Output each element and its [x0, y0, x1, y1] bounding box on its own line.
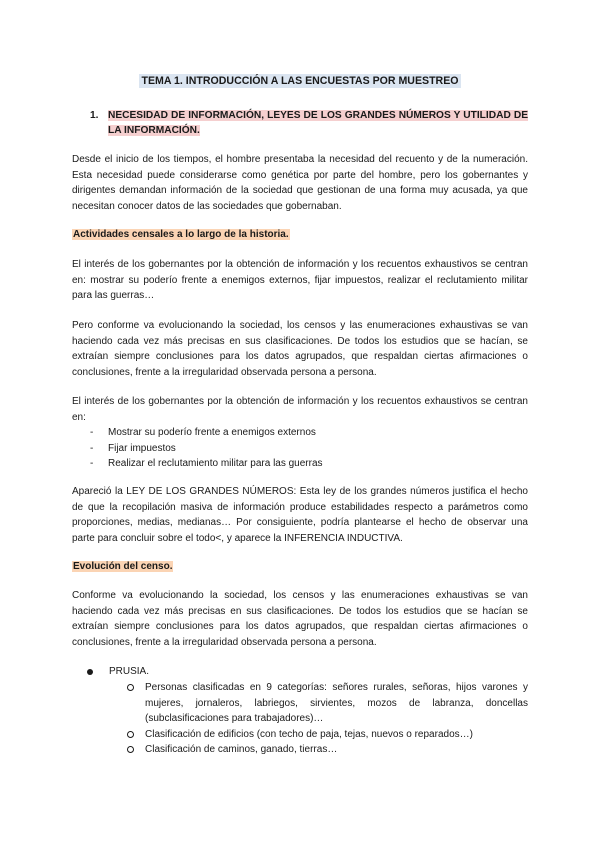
dash-list: [90, 425, 520, 472]
list-item: Clasificación de caminos, ganado, tierras…: [127, 742, 528, 758]
bullet-prusia-label: PRUSIA.: [109, 666, 150, 677]
section-number: 1.: [90, 110, 99, 121]
subheading-actividades-text: Actividades censales a lo largo de la historia.: [73, 229, 289, 240]
paragraph-3: El interés de los gobernantes por la obtención de información y los recuentos exhaustivos se centran en:: [72, 396, 528, 423]
document-title: TEMA 1. INTRODUCCIÓN A LAS ENCUESTAS POR MUESTREO: [141, 75, 459, 87]
title-row: [0, 71, 600, 89]
section-heading-text: NECESIDAD DE INFORMACIÓN, LEYES DE LOS GRANDES NÚMEROS Y UTILIDAD DE LA INFORMACIÓN.: [108, 110, 528, 136]
circle-bullet-icon: [127, 731, 134, 738]
list-item: Clasificación de edificios (con techo de paja, tejas, nuevos o reparados…): [127, 727, 528, 743]
paragraph-1: El interés de los gobernantes por la obtención de información y los recuentos exhaustivos se centran en: mostrar su poderío frente a enemigos externos, fijar impuestos, realizar el reclutamiento militar para las guerras…: [72, 259, 528, 302]
section-heading: [90, 108, 528, 138]
list-item: - Mostrar su poderío frente a enemigos externos: [90, 427, 316, 438]
bullet-dot-icon: [87, 669, 93, 675]
subheading-evolucion: [72, 560, 173, 574]
sub-bullet-list: [127, 680, 528, 758]
circle-bullet-icon: [127, 684, 134, 691]
intro-paragraph: Desde el inicio de los tiempos, el hombre presentaba la necesidad del recuento y de la numeración. Esta necesidad puede considerarse como genética por parte del hombre, pero los gobernantes y dirigentes demandan información de la sociedad que gestionan de una forma muy acusada, ya que necesitan conocer datos de las sociedades que gobernaban.: [72, 154, 528, 212]
circle-bullet-icon: [127, 746, 134, 753]
list-item: Personas clasificadas en 9 categorías: señores rurales, señoras, hijos varones y mujeres, jornaleros, labriegos, sirvientes, mozos de labranza, doncellas (subclasificaciones para trabajadores)…: [127, 680, 528, 727]
list-item: - Realizar el reclutamiento militar para las guerras: [90, 458, 323, 470]
subheading-evolucion-text: Evolución del censo.: [73, 561, 173, 572]
subheading-actividades: [72, 228, 290, 242]
paragraph-4: Apareció la LEY DE LOS GRANDES NÚMEROS: Esta ley de los grandes números justifica el hecho de que la recopilación masiva de información produce estabilidades respecto a parámetros como proporciones, medias, medianas… Por consiguiente, podría plantearse el hecho de observar una parte para concluir sobre el todo<, y aparece la INFERENCIA INDUCTIVA.: [72, 486, 528, 544]
list-item: - Fijar impuestos: [90, 442, 176, 454]
paragraph-2: Pero conforme va evolucionando la sociedad, los censos y las enumeraciones exhaustivas se van haciendo cada vez más precisas en sus clasificaciones. De todos los estudios que se hacían, se extraían siempre conclusiones para los datos agrupados, que respaldan ciertas afirmaciones o conclusiones, frente a la irregularidad observada persona a persona.: [72, 320, 528, 378]
paragraph-5: Conforme va evolucionando la sociedad, los censos y las enumeraciones exhaustivas se van haciendo cada vez más precisas en sus clasificaciones. De todos los estudios que se hacían se extraían siempre conclusiones para los datos agrupados, que respaldan ciertas afirmaciones o conclusiones, frente a la irregularidad observada persona a persona.: [72, 590, 528, 648]
